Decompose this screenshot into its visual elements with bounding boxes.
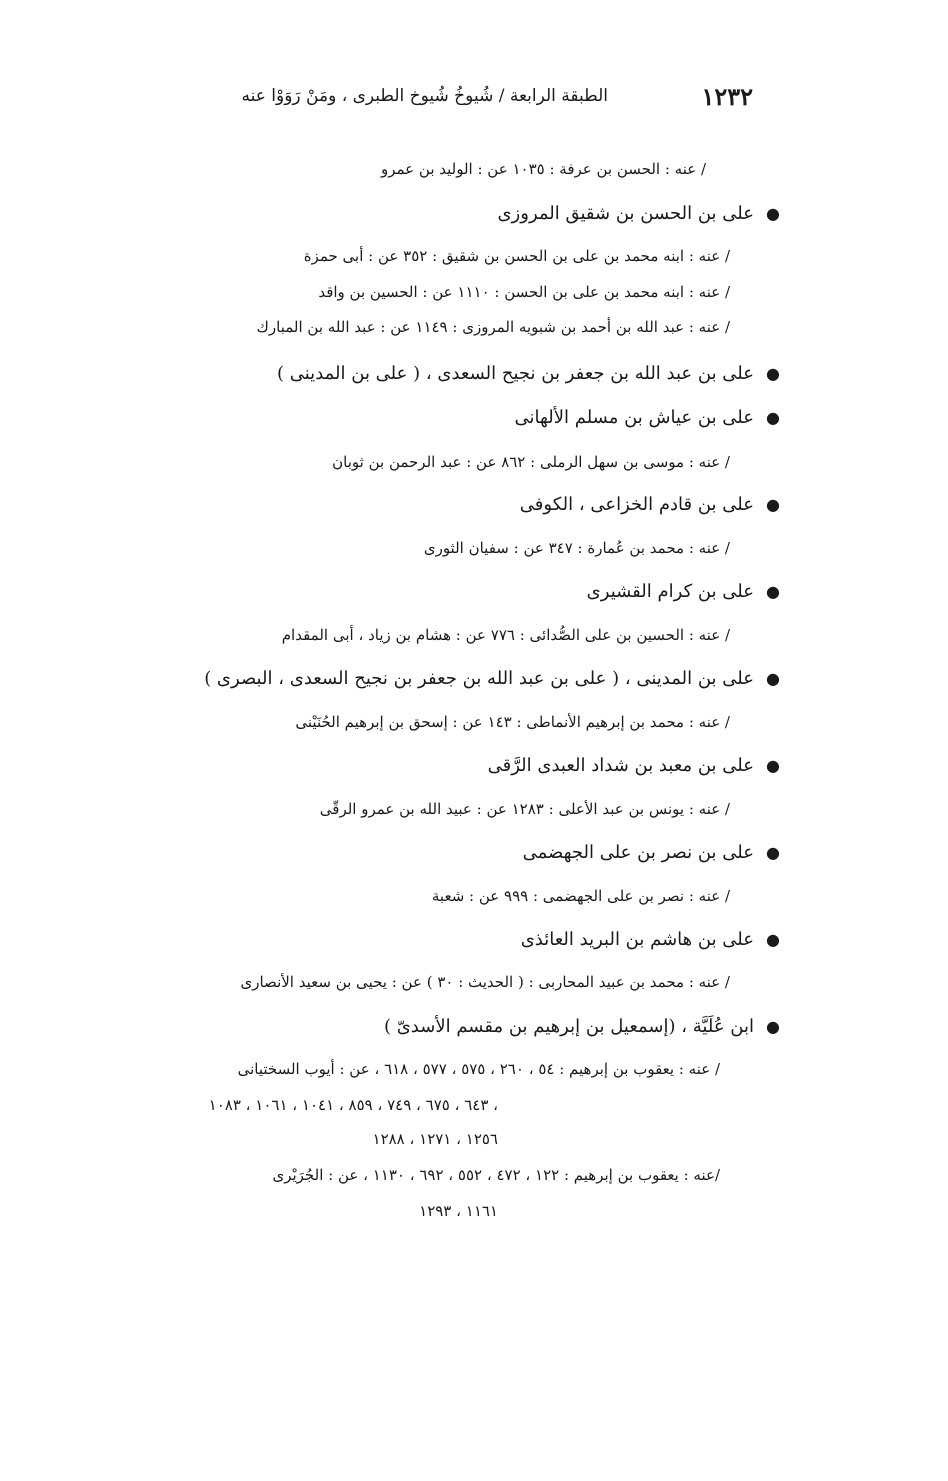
bullet-icon: ● <box>766 364 780 383</box>
bullet-icon: ● <box>766 495 780 514</box>
narration-line <box>404 539 730 557</box>
bullet-icon: ● <box>766 756 780 775</box>
running-header: الطبقة الرابعة / شُيوخُ شُيوخ الطبرى ، ومَنْ رَوَوْا عنه <box>241 86 608 106</box>
bullet-icon: ● <box>766 204 780 223</box>
narrated-from: عن : الحسين بن واقد <box>318 283 453 301</box>
narrator-name: على بن كرام القشيرى <box>586 581 754 602</box>
narrated-from: عن : شعبة <box>431 887 500 905</box>
narrator-entry <box>497 203 780 224</box>
narration-line <box>245 318 730 336</box>
narration-line <box>332 453 730 471</box>
narrator-name: على بن قادم الخزاعى ، الكوفى <box>519 494 754 515</box>
narrated-from: عن : يحيى بن سعيد الأنصارى <box>240 973 422 991</box>
narrator-name: ابن عُلَيَّة ، (إسمعيل بن إبرهيم بن مقسم الأسدىّ ) <box>383 1016 754 1037</box>
continuation-line: ١٢٥٦ ، ١٢٧١ ، ١٢٨٨ <box>372 1130 498 1148</box>
narrated-from: عن : عبد الرحمن بن ثوبان <box>332 453 497 471</box>
narrator-name: على بن نصر بن على الجهضمى <box>522 842 754 863</box>
narrator-name: على بن الحسن بن شقيق المروزى <box>497 203 754 224</box>
narrated-by: / عنه : نصر بن على الجهضمى : ٩٩٩ <box>504 887 730 905</box>
narration-line <box>381 160 730 178</box>
bullet-icon: ● <box>766 1017 780 1036</box>
narration-line <box>220 1060 720 1078</box>
narrated-by: / عنه : يعقوب بن إبرهيم : ٥٤ ، ٢٦٠ ، ٥٧٥ ، ٥٧٧ ، ٦١٨ ، <box>374 1060 720 1078</box>
narrator-name: على بن المدينى ، ( على بن عبد الله بن جعفر بن نجيح السعدى ، البصرى ) <box>204 668 754 689</box>
narrator-entry <box>520 494 780 515</box>
narrated-by: / عنه : الحسين بن على الصُّدائى : ٧٧٦ <box>490 626 730 644</box>
narrated-from: عن : الوليد بن عمرو <box>380 160 508 178</box>
bullet-icon: ● <box>766 582 780 601</box>
narrator-name: على بن عياش بن مسلم الألهانى <box>514 407 754 428</box>
narration-line <box>320 800 730 818</box>
page-number: ١٢٣٢ <box>701 82 753 111</box>
narrator-entry <box>204 668 780 689</box>
bullet-icon: ● <box>766 408 780 427</box>
narrator-entry <box>587 581 780 602</box>
narrated-by: / عنه : موسى بن سهل الرملى : ٨٦٢ <box>501 453 730 471</box>
narrated-from: عن : عبيد الله بن عمرو الرقّى <box>319 800 507 818</box>
narrator-name: على بن هاشم بن البريد العائذى <box>520 929 754 950</box>
narrator-name: على بن معبد بن شداد العبدى الرَّقى <box>487 755 754 776</box>
narrated-from: عن : أيوب السختيانى <box>237 1060 370 1078</box>
narrated-from: عن : إسحق بن إبرهيم الحُنَيْنى <box>295 713 483 731</box>
narrated-from: عن : أبى حمزة <box>303 247 399 265</box>
narrated-by: / عنه : عبد الله بن أحمد بن شبويه المروزى : ١١٤٩ <box>415 318 730 336</box>
bullet-icon: ● <box>766 930 780 949</box>
narration-line <box>241 973 731 991</box>
narration-line <box>282 626 730 644</box>
narrated-by: / عنه : محمد بن عُمارة : ٣٤٧ <box>548 539 730 557</box>
narrator-entry <box>488 755 780 776</box>
bullet-icon: ● <box>766 669 780 688</box>
narration-line <box>287 283 730 301</box>
continuation-line: ٦٤٣ ، ٦٧٥ ، ٧٤٩ ، ٨٥٩ ، ١٠٤١ ، ١٠٦١ ، ١٠٨٣ ، <box>208 1096 498 1114</box>
narrated-by: /عنه : يعقوب بن إبرهيم : ١٢٢ ، ٤٧٢ ، ٥٥٢ ، ٦٩٢ ، ١١٣٠ ، <box>363 1166 720 1184</box>
narrator-name: على بن عبد الله بن جعفر بن نجيح السعدى ، ( على بن المدينى ) <box>277 363 754 384</box>
narration-line <box>349 887 730 905</box>
narration-line <box>232 247 730 265</box>
narrator-entry <box>514 407 780 428</box>
narrator-entry <box>384 1016 780 1037</box>
narrated-by: / عنه : ابنه محمد بن على بن الحسن : ١١١٠ <box>457 283 730 301</box>
narrator-entry <box>277 363 780 384</box>
narration-line <box>295 713 730 731</box>
narrated-by: / عنه : محمد بن عبيد المحاربى : ( الحديث : ٣٠ ) <box>426 973 730 991</box>
continuation-line: ١١٦١ ، ١٢٩٣ <box>419 1202 498 1220</box>
narrated-by: / عنه : الحسن بن عرفة : ١٠٣٥ <box>512 160 706 178</box>
narration-line <box>208 1166 720 1184</box>
narrated-by: / عنه : يونس بن عبد الأعلى : ١٢٨٣ <box>511 800 730 818</box>
narrator-entry <box>523 842 780 863</box>
narrated-from: عن : هشام بن زياد ، أبى المقدام <box>281 626 486 644</box>
narrator-entry <box>521 929 780 950</box>
narrated-from: عن : الجُرَيْرى <box>272 1166 359 1184</box>
bullet-icon: ● <box>766 843 780 862</box>
narrated-from: عن : سفيان الثورى <box>423 539 544 557</box>
narrated-by: / عنه : محمد بن إبرهيم الأنماطى : ١٤٣ <box>487 713 730 731</box>
narrated-by: / عنه : ابنه محمد بن على بن الحسن بن شقيق : ٣٥٢ <box>403 247 730 265</box>
narrated-from: عن : عبد الله بن المبارك <box>256 318 411 336</box>
